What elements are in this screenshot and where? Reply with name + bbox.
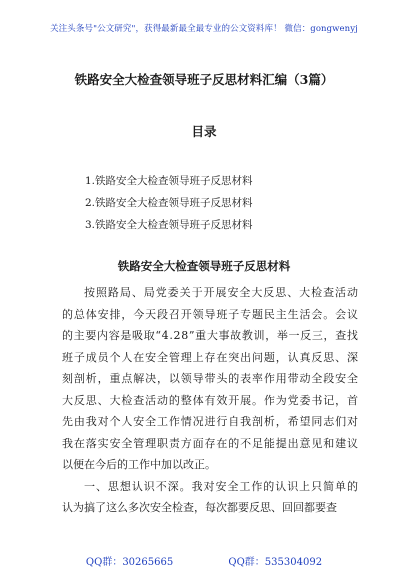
toc-item[interactable]: 2.铁路安全大检查领导班子反思材料 — [85, 197, 253, 209]
body-line: 按 照 路 局 、 局 党 委 关 于 开 展 安 全 大 反 思 、 大 检 查 活 动 — [84, 286, 358, 299]
body-line: 刻 剖 析 ， 重 点 解 决 ， 以 领 导 带 头 的 表 率 作 用 带 动 全 段 安 全 — [62, 372, 358, 385]
footer-qq-group-2: QQ群：535304092 — [228, 557, 323, 568]
body-line: 大 反 思 、 大 检 查 活 动 的 整 体 有 效 开 展 。 作 为 党 委 书 记 ， 首 — [62, 393, 358, 407]
toc-item[interactable]: 3.铁路安全大检查领导班子反思材料 — [85, 219, 253, 231]
table-of-contents — [85, 170, 253, 236]
footer-qq-group-1: QQ群：30265665 — [85, 557, 174, 568]
body-line: 班 子 成 员 个 人 在 安 全 管 理 上 存 在 突 出 问 题 ， 认 真 反 思 、 深 — [62, 350, 358, 364]
toc-title: 目录 — [191, 124, 217, 139]
toc-item[interactable]: 1.铁路安全大检查领导班子反思材料 — [85, 175, 253, 187]
body-line: 的 总 体 安 排 ， 今 天 段 召 开 领 导 班 子 专 题 民 主 生 活 会 。 会 议 — [62, 307, 358, 321]
body-line: 我 在 落 实 安 全 管 理 职 责 方 面 存 在 的 不 足 能 提 出 意 见 和 建 议 — [62, 436, 358, 450]
body-line: 一 、 思 想 认 识 不 深 。 我 对 安 全 工 作 的 认 识 上 只 简 单 的 — [84, 479, 358, 493]
document-title: 铁路安全大检查领导班子反思材料汇编（3篇） — [74, 72, 334, 87]
footer-contact — [0, 553, 408, 568]
header-promo-note: 关注头条号"公文研究"，获得最新最全最专业的公文资料库！ 微信：gongwenyj — [50, 24, 358, 34]
body-line: 的 主 要 内 容 是 吸 取 “ 4 . 2 8 ” 重 大 事 故 教 训 ， 举 一 反 三 ， 查 找 — [62, 329, 358, 342]
body-line: 以便在今后的工作中加以改正。 — [62, 458, 216, 471]
section-title: 铁路安全大检查领导班子反思材料 — [117, 259, 291, 273]
body-line: 先 由 我 对 个 人 安 全 工 作 情 况 进 行 自 我 剖 析 ， 希 望 同 志 们 对 — [62, 415, 358, 428]
body-line: 认为搞了这么多次安全检查，每次都要反思、回回都要查 — [62, 501, 337, 514]
body-text — [62, 270, 358, 519]
